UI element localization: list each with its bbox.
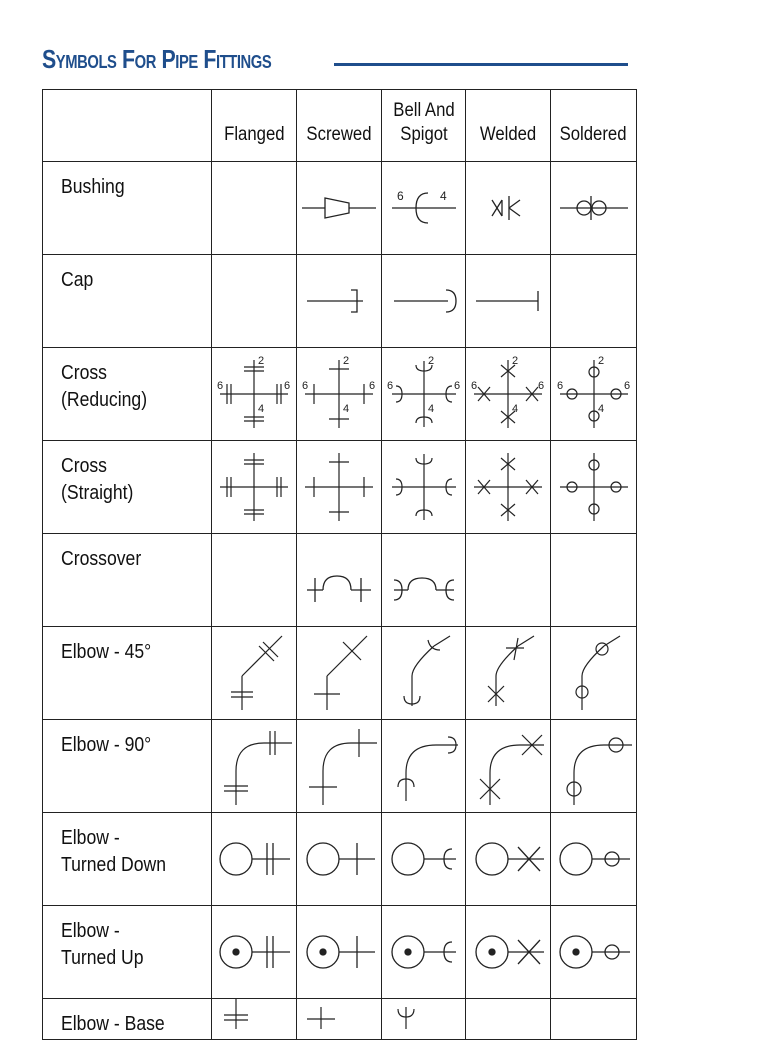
table-row: [43, 627, 637, 720]
turned-down-welded-icon: [468, 829, 548, 889]
turned-up-soldered-icon: [554, 922, 634, 982]
table-row: [43, 906, 637, 999]
table-row: [43, 720, 637, 813]
elbow45-soldered-icon: [554, 630, 634, 716]
svg-text:6: 6: [386, 380, 393, 392]
cap-screwed-icon: [299, 271, 379, 331]
turned-up-flanged-icon: [214, 922, 294, 982]
row-label: Cross (Reducing): [43, 348, 212, 441]
empty-cell: [212, 534, 297, 627]
cross-straight-bell-spigot-icon: [384, 444, 464, 530]
table-row: [43, 255, 637, 348]
row-label: Cap: [43, 255, 212, 348]
cross-reducing-soldered-icon: [554, 351, 634, 437]
empty-cell: [212, 255, 297, 348]
svg-text:4: 4: [512, 403, 519, 415]
svg-text:4: 4: [258, 403, 265, 415]
table-header-row: [43, 90, 637, 162]
page-title: Symbols For Pipe Fittings: [42, 44, 272, 74]
header-soldered: Soldered: [551, 90, 637, 162]
svg-text:6: 6: [453, 380, 460, 392]
svg-text:6: 6: [302, 380, 309, 392]
base-flanged-icon: [214, 999, 294, 1029]
header-screwed: Screwed: [297, 90, 382, 162]
elbow90-screwed-icon: [299, 723, 379, 809]
cross-reducing-bell-spigot-icon: [384, 351, 464, 437]
bushing-soldered-icon: [554, 178, 634, 238]
cross-straight-flanged-icon: [214, 444, 294, 530]
cap-bell-spigot-icon: [384, 271, 464, 331]
base-bell-spigot-icon: [384, 999, 464, 1029]
cross-reducing-welded-icon: [468, 351, 548, 437]
svg-text:6: 6: [217, 380, 224, 392]
elbow90-flanged-icon: [214, 723, 294, 809]
row-label: Elbow - Turned Up: [43, 906, 212, 999]
svg-text:6: 6: [369, 380, 376, 392]
svg-text:2: 2: [343, 355, 350, 367]
row-label: Cross (Straight): [43, 441, 212, 534]
svg-text:6: 6: [396, 189, 404, 203]
svg-text:2: 2: [427, 355, 434, 367]
row-label: Crossover: [43, 534, 212, 627]
row-label: Elbow - Turned Down: [43, 813, 212, 906]
turned-up-screwed-icon: [299, 922, 379, 982]
turned-up-welded-icon: [468, 922, 548, 982]
svg-text:4: 4: [439, 189, 447, 203]
svg-text:6: 6: [623, 380, 630, 392]
svg-text:4: 4: [343, 403, 350, 415]
turned-up-bell-spigot-icon: [384, 922, 464, 982]
title-rule: [334, 63, 628, 66]
row-label: Elbow - Base: [43, 999, 212, 1040]
svg-text:6: 6: [471, 380, 478, 392]
elbow45-welded-icon: [468, 630, 548, 716]
cross-straight-screwed-icon: [299, 444, 379, 530]
crossover-bell-spigot-icon: [384, 550, 464, 610]
base-screwed-icon: [299, 999, 379, 1029]
table-row: [43, 348, 637, 441]
header-empty: [43, 90, 212, 162]
table-row: [43, 162, 637, 255]
row-label: Elbow - 45°: [43, 627, 212, 720]
cross-reducing-flanged-icon: [214, 351, 294, 437]
bushing-screwed-icon: [299, 178, 379, 238]
turned-down-bell-spigot-icon: [384, 829, 464, 889]
elbow45-screwed-icon: [299, 630, 379, 716]
elbow90-bell-spigot-icon: [384, 723, 464, 809]
table-row: [43, 813, 637, 906]
bushing-welded-icon: [468, 178, 548, 238]
svg-text:4: 4: [427, 403, 434, 415]
turned-down-soldered-icon: [554, 829, 634, 889]
empty-cell: [212, 162, 297, 255]
cap-welded-icon: [468, 271, 548, 331]
row-label: Bushing: [43, 162, 212, 255]
empty-cell: [466, 534, 551, 627]
turned-down-flanged-icon: [214, 829, 294, 889]
header-flanged: Flanged: [212, 90, 297, 162]
table-row: [43, 534, 637, 627]
cross-reducing-screwed-icon: [299, 351, 379, 437]
svg-text:2: 2: [597, 355, 604, 367]
crossover-screwed-icon: [299, 550, 379, 610]
elbow45-bell-spigot-icon: [384, 630, 464, 716]
header-bell-spigot: Bell And Spigot: [382, 90, 466, 162]
empty-cell: [551, 999, 637, 1040]
cross-straight-soldered-icon: [554, 444, 634, 530]
svg-text:2: 2: [512, 355, 519, 367]
elbow45-flanged-icon: [214, 630, 294, 716]
pipe-fittings-table: [42, 89, 637, 1040]
table-row: [43, 999, 637, 1040]
empty-cell: [551, 534, 637, 627]
svg-text:6: 6: [538, 380, 545, 392]
bushing-bell-spigot-icon: [384, 178, 464, 238]
svg-text:2: 2: [258, 355, 265, 367]
empty-cell: [551, 255, 637, 348]
turned-down-screwed-icon: [299, 829, 379, 889]
empty-cell: [466, 999, 551, 1040]
svg-text:6: 6: [556, 380, 563, 392]
header-welded: Welded: [466, 90, 551, 162]
row-label: Elbow - 90°: [43, 720, 212, 813]
table-row: [43, 441, 637, 534]
elbow90-welded-icon: [468, 723, 548, 809]
svg-text:4: 4: [597, 403, 604, 415]
cross-straight-welded-icon: [468, 444, 548, 530]
elbow90-soldered-icon: [554, 723, 634, 809]
svg-text:6: 6: [284, 380, 291, 392]
